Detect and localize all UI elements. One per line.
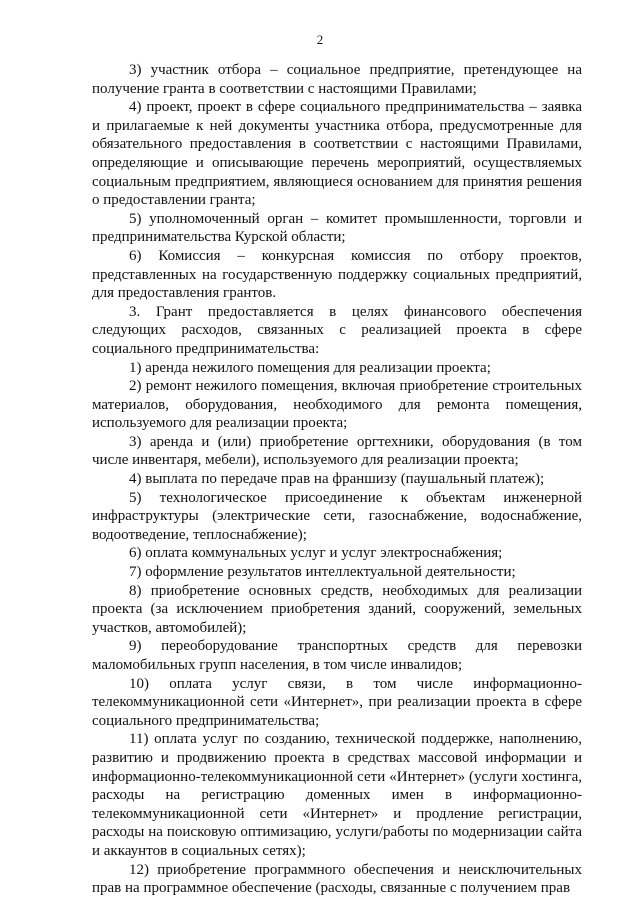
list-item-expense-9: 9) переоборудование транспортных средств для перевозки маломобильных групп населения, в том числе инвалидов; [92,638,582,673]
list-item-expense-11: 11) оплата услуг по созданию, технической поддержке, наполнению, развитию и продвижению проекта в средствах массовой информации и информационно-телекоммуникационной сети «Интернет» (услуги хостинга, расходы на регистрацию доменных имен в информационно-телекоммуникационной сети «Интернет» и продление регистрации, расходы на поисковую оптимизацию, услуги/работы по модернизации сайта и аккаунтов в социальных сетях); [92,731,582,859]
paragraph-definition-commission: 6) Комиссия – конкурсная комиссия по отбору проектов, представленных на государственную поддержку социальных предприятий, для предоставления грантов. [92,247,582,302]
list-item-expense-7: 7) оформление результатов интеллектуальной деятельности; [129,564,516,581]
list-item-expense-6: 6) оплата коммунальных услуг и услуг электроснабжения; [129,545,503,562]
paragraph-definition-project: 4) проект, проект в сфере социального предпринимательства – заявка и прилагаемые к ней документы участника отбора, предусмотренные для обязательного предоставления в соответствии с настоящими Правилами, определяющие и описывающие перечень мероприятий, осуществляемых социальным предприятием, являющиеся основанием для принятия решения о предоставлении гранта; [92,99,582,209]
paragraph-grant-purpose: 3. Грант предоставляется в целях финансового обеспечения следующих расходов, связанных с реализацией проекта в сфере социального предпринимательства: [92,303,582,357]
list-item-expense-10: 10) оплата услуг связи, в том числе информационно-телекоммуникационной сети «Интернет», при реализации проекта в сфере социального предпринимательства; [92,675,582,729]
list-item-expense-2: 2) ремонт нежилого помещения, включая приобретение строительных материалов, оборудования, необходимого для ремонта помещения, используемого для реализации проекта; [92,378,582,432]
list-item-expense-4: 4) выплата по передаче прав на франшизу (паушальный платеж); [129,471,545,488]
list-item-expense-3: 3) аренда и (или) приобретение оргтехники, оборудования (в том числе инвентаря, мебели), используемого для реализации проекта; [92,433,582,469]
list-item-expense-1: 1) аренда нежилого помещения для реализации проекта; [129,359,491,376]
list-item-expense-5: 5) технологическое присоединение к объектам инженерной инфраструктуры (электрические сети, газоснабжение, водоснабжение, водоотведение, теплоснабжение); [92,489,582,543]
list-item-expense-12: 12) приобретение программного обеспечения и неисключительных прав на программное обеспечение (расходы, связанные с получением прав [92,861,582,897]
paragraph-definition-participant: 3) участник отбора – социальное предприятие, претендующее на получение гранта в соответствии с настоящими Правилами; [92,62,582,97]
paragraph-definition-authorized-body: 5) уполномоченный орган – комитет промышленности, торговли и предпринимательства Курской области; [92,210,582,246]
list-item-expense-8: 8) приобретение основных средств, необходимых для реализации проекта (за исключением приобретения зданий, сооружений, земельных участков, автомобилей); [92,582,582,636]
page-number: 2 [316,32,324,47]
document-body [92,61,582,898]
